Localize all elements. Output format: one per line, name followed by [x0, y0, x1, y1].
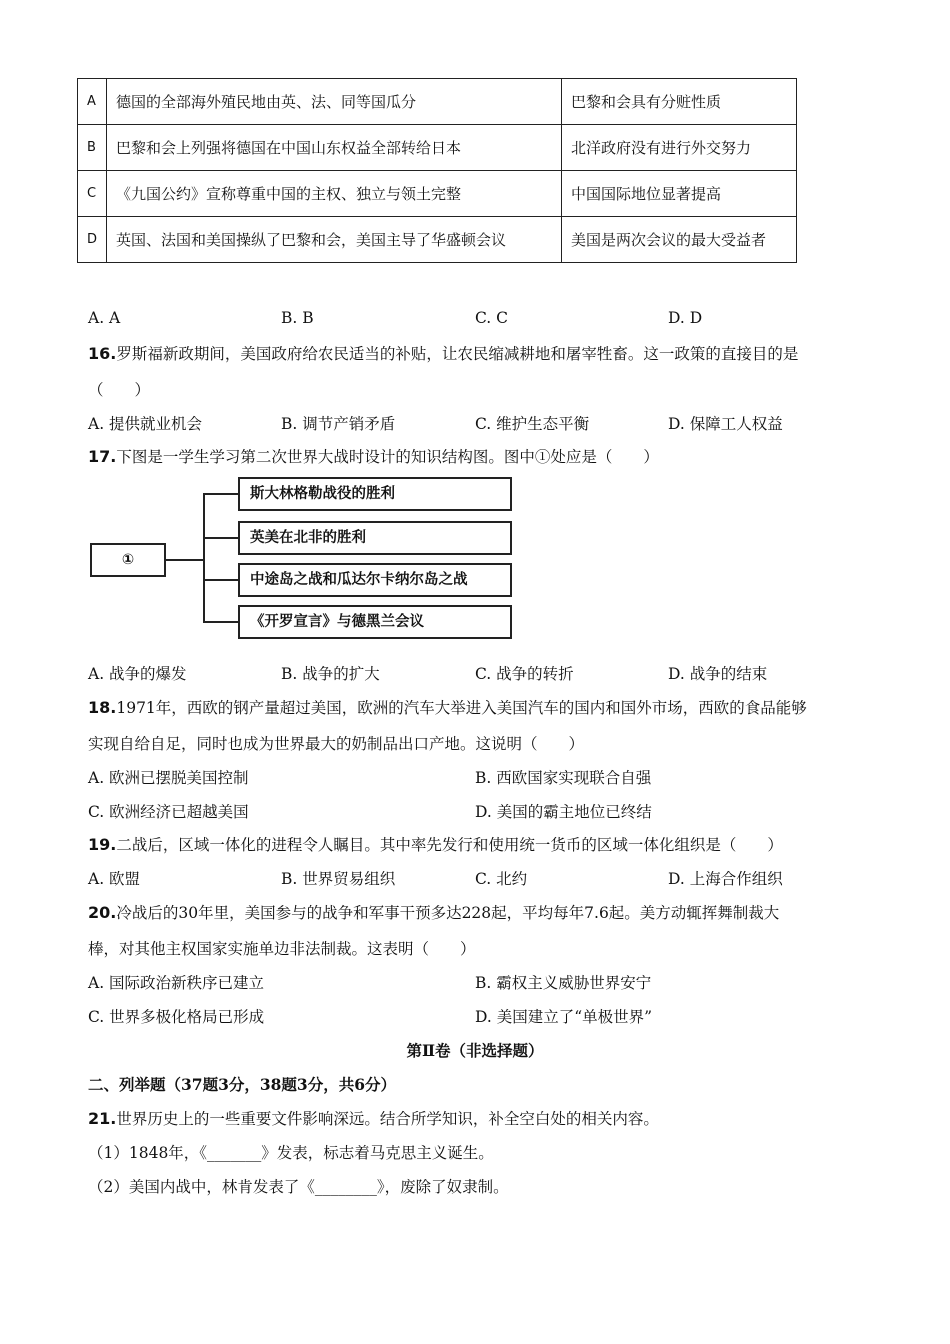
q19-option-a[interactable]: A. 欧盟 [88, 870, 141, 888]
q16-option-c[interactable]: C. 维护生态平衡 [475, 415, 590, 433]
row-key: D [78, 217, 107, 263]
row-key: C [78, 171, 107, 217]
diagram-branch-line [203, 537, 239, 539]
question-number: 19. [88, 835, 117, 854]
question-number: 20. [88, 903, 117, 922]
q20-option-c[interactable]: C. 世界多极化格局已形成 [88, 1008, 265, 1026]
q17-option-a[interactable]: A. 战争的爆发 [88, 665, 187, 683]
row-conclusion: 巴黎和会具有分赃性质 [562, 79, 797, 125]
question-text: 冷战后的30年里，美国参与的战争和军事干预多达228起，平均每年7.6起。美方动辄挥舞制裁大 [116, 904, 780, 922]
q20-option-d[interactable]: D. 美国建立了“单极世界” [475, 1008, 653, 1026]
q18-stem-line2: 实现自给自足，同时也成为世界最大的奶制品出口产地。这说明（ ） [88, 735, 585, 753]
question-text: 下图是一学生学习第二次世界大战时设计的知识结构图。图中①处应是（ ） [116, 448, 659, 466]
q20-stem-line2: 棒，对其他主权国家实施单边非法制裁。这表明（ ） [88, 940, 476, 958]
diagram-branch-box: 中途岛之战和瓜达尔卡纳尔岛之战 [238, 563, 512, 597]
diagram-root-box: ① [90, 543, 166, 577]
question-text: 罗斯福新政期间，美国政府给农民适当的补贴，让农民缩减耕地和屠宰牲畜。这一政策的直接目的是 [116, 345, 799, 363]
q15-option-c[interactable]: C. C [475, 309, 509, 327]
table-row [78, 125, 797, 171]
options-table [77, 78, 797, 263]
q17-option-d[interactable]: D. 战争的结束 [668, 665, 768, 683]
q18-option-d[interactable]: D. 美国的霸主地位已终结 [475, 803, 652, 821]
q20-option-b[interactable]: B. 霸权主义威胁世界安宁 [475, 974, 652, 992]
question-number: 17. [88, 447, 117, 466]
q21-sub2[interactable]: （2）美国内战中，林肯发表了《________》，废除了奴隶制。 [88, 1178, 509, 1196]
diagram-trunk-line [203, 493, 205, 623]
q15-option-a[interactable]: A. A [88, 309, 121, 327]
q18-stem-line1 [88, 696, 807, 718]
row-event: 《九国公约》宣称尊重中国的主权、独立与领土完整 [107, 171, 562, 217]
q16-option-d[interactable]: D. 保障工人权益 [668, 415, 783, 433]
diagram-branch-box: 英美在北非的胜利 [238, 521, 512, 555]
diagram-connector [166, 559, 204, 561]
diagram-branch-line [203, 579, 239, 581]
question-number: 21. [88, 1109, 117, 1128]
table-row [78, 171, 797, 217]
question-text: 二战后，区域一体化的进程令人瞩目。其中率先发行和使用统一货币的区域一体化组织是（ ） [116, 836, 783, 854]
q19-option-c[interactable]: C. 北约 [475, 870, 528, 888]
q16-option-a[interactable]: A. 提供就业机会 [88, 415, 203, 433]
section-heading: 二、列举题（37题3分，38题3分，共6分） [88, 1075, 396, 1094]
q15-option-b[interactable]: B. B [281, 309, 314, 327]
question-text: 1971年，西欧的钢产量超过美国，欧洲的汽车大举进入美国汽车的国内和国外市场，西欧的食品能够 [116, 699, 807, 717]
q15-option-d[interactable]: D. D [668, 309, 703, 327]
question-number: 16. [88, 344, 117, 363]
row-conclusion: 中国国际地位显著提高 [562, 171, 797, 217]
q19-stem [88, 833, 783, 855]
table-row [78, 217, 797, 263]
q18-option-b[interactable]: B. 西欧国家实现联合自强 [475, 769, 652, 787]
row-conclusion: 北洋政府没有进行外交努力 [562, 125, 797, 171]
row-key: A [78, 79, 107, 125]
row-event: 英国、法国和美国操纵了巴黎和会，美国主导了华盛顿会议 [107, 217, 562, 263]
row-conclusion: 美国是两次会议的最大受益者 [562, 217, 797, 263]
q19-option-d[interactable]: D. 上海合作组织 [668, 870, 783, 888]
section-title: 第Ⅱ卷（非选择题） [406, 1041, 544, 1060]
q21-sub1[interactable]: （1）1848年，《_______》发表，标志着马克思主义诞生。 [88, 1144, 494, 1162]
diagram-branch-box: 斯大林格勒战役的胜利 [238, 477, 512, 511]
q16-option-b[interactable]: B. 调节产销矛盾 [281, 415, 396, 433]
q20-stem-line1 [88, 901, 779, 923]
diagram-branch-box: 《开罗宣言》与德黑兰会议 [238, 605, 512, 639]
row-event: 德国的全部海外殖民地由英、法、同等国瓜分 [107, 79, 562, 125]
q16-stem [88, 342, 798, 364]
q16-paren: （ ） [88, 381, 151, 399]
question-number: 18. [88, 698, 117, 717]
diagram-branch-line [203, 493, 239, 495]
q17-option-b[interactable]: B. 战争的扩大 [281, 665, 380, 683]
row-key: B [78, 125, 107, 171]
q17-option-c[interactable]: C. 战争的转折 [475, 665, 574, 683]
q20-option-a[interactable]: A. 国际政治新秩序已建立 [88, 974, 265, 992]
q19-option-b[interactable]: B. 世界贸易组织 [281, 870, 396, 888]
table-row [78, 79, 797, 125]
question-text: 世界历史上的一些重要文件影响深远。结合所学知识，补全空白处的相关内容。 [116, 1110, 659, 1128]
diagram-branch-line [203, 621, 239, 623]
q21-stem [88, 1107, 659, 1129]
q18-option-c[interactable]: C. 欧洲经济已超越美国 [88, 803, 249, 821]
q18-option-a[interactable]: A. 欧洲已摆脱美国控制 [88, 769, 249, 787]
q17-stem [88, 445, 659, 467]
row-event: 巴黎和会上列强将德国在中国山东权益全部转给日本 [107, 125, 562, 171]
